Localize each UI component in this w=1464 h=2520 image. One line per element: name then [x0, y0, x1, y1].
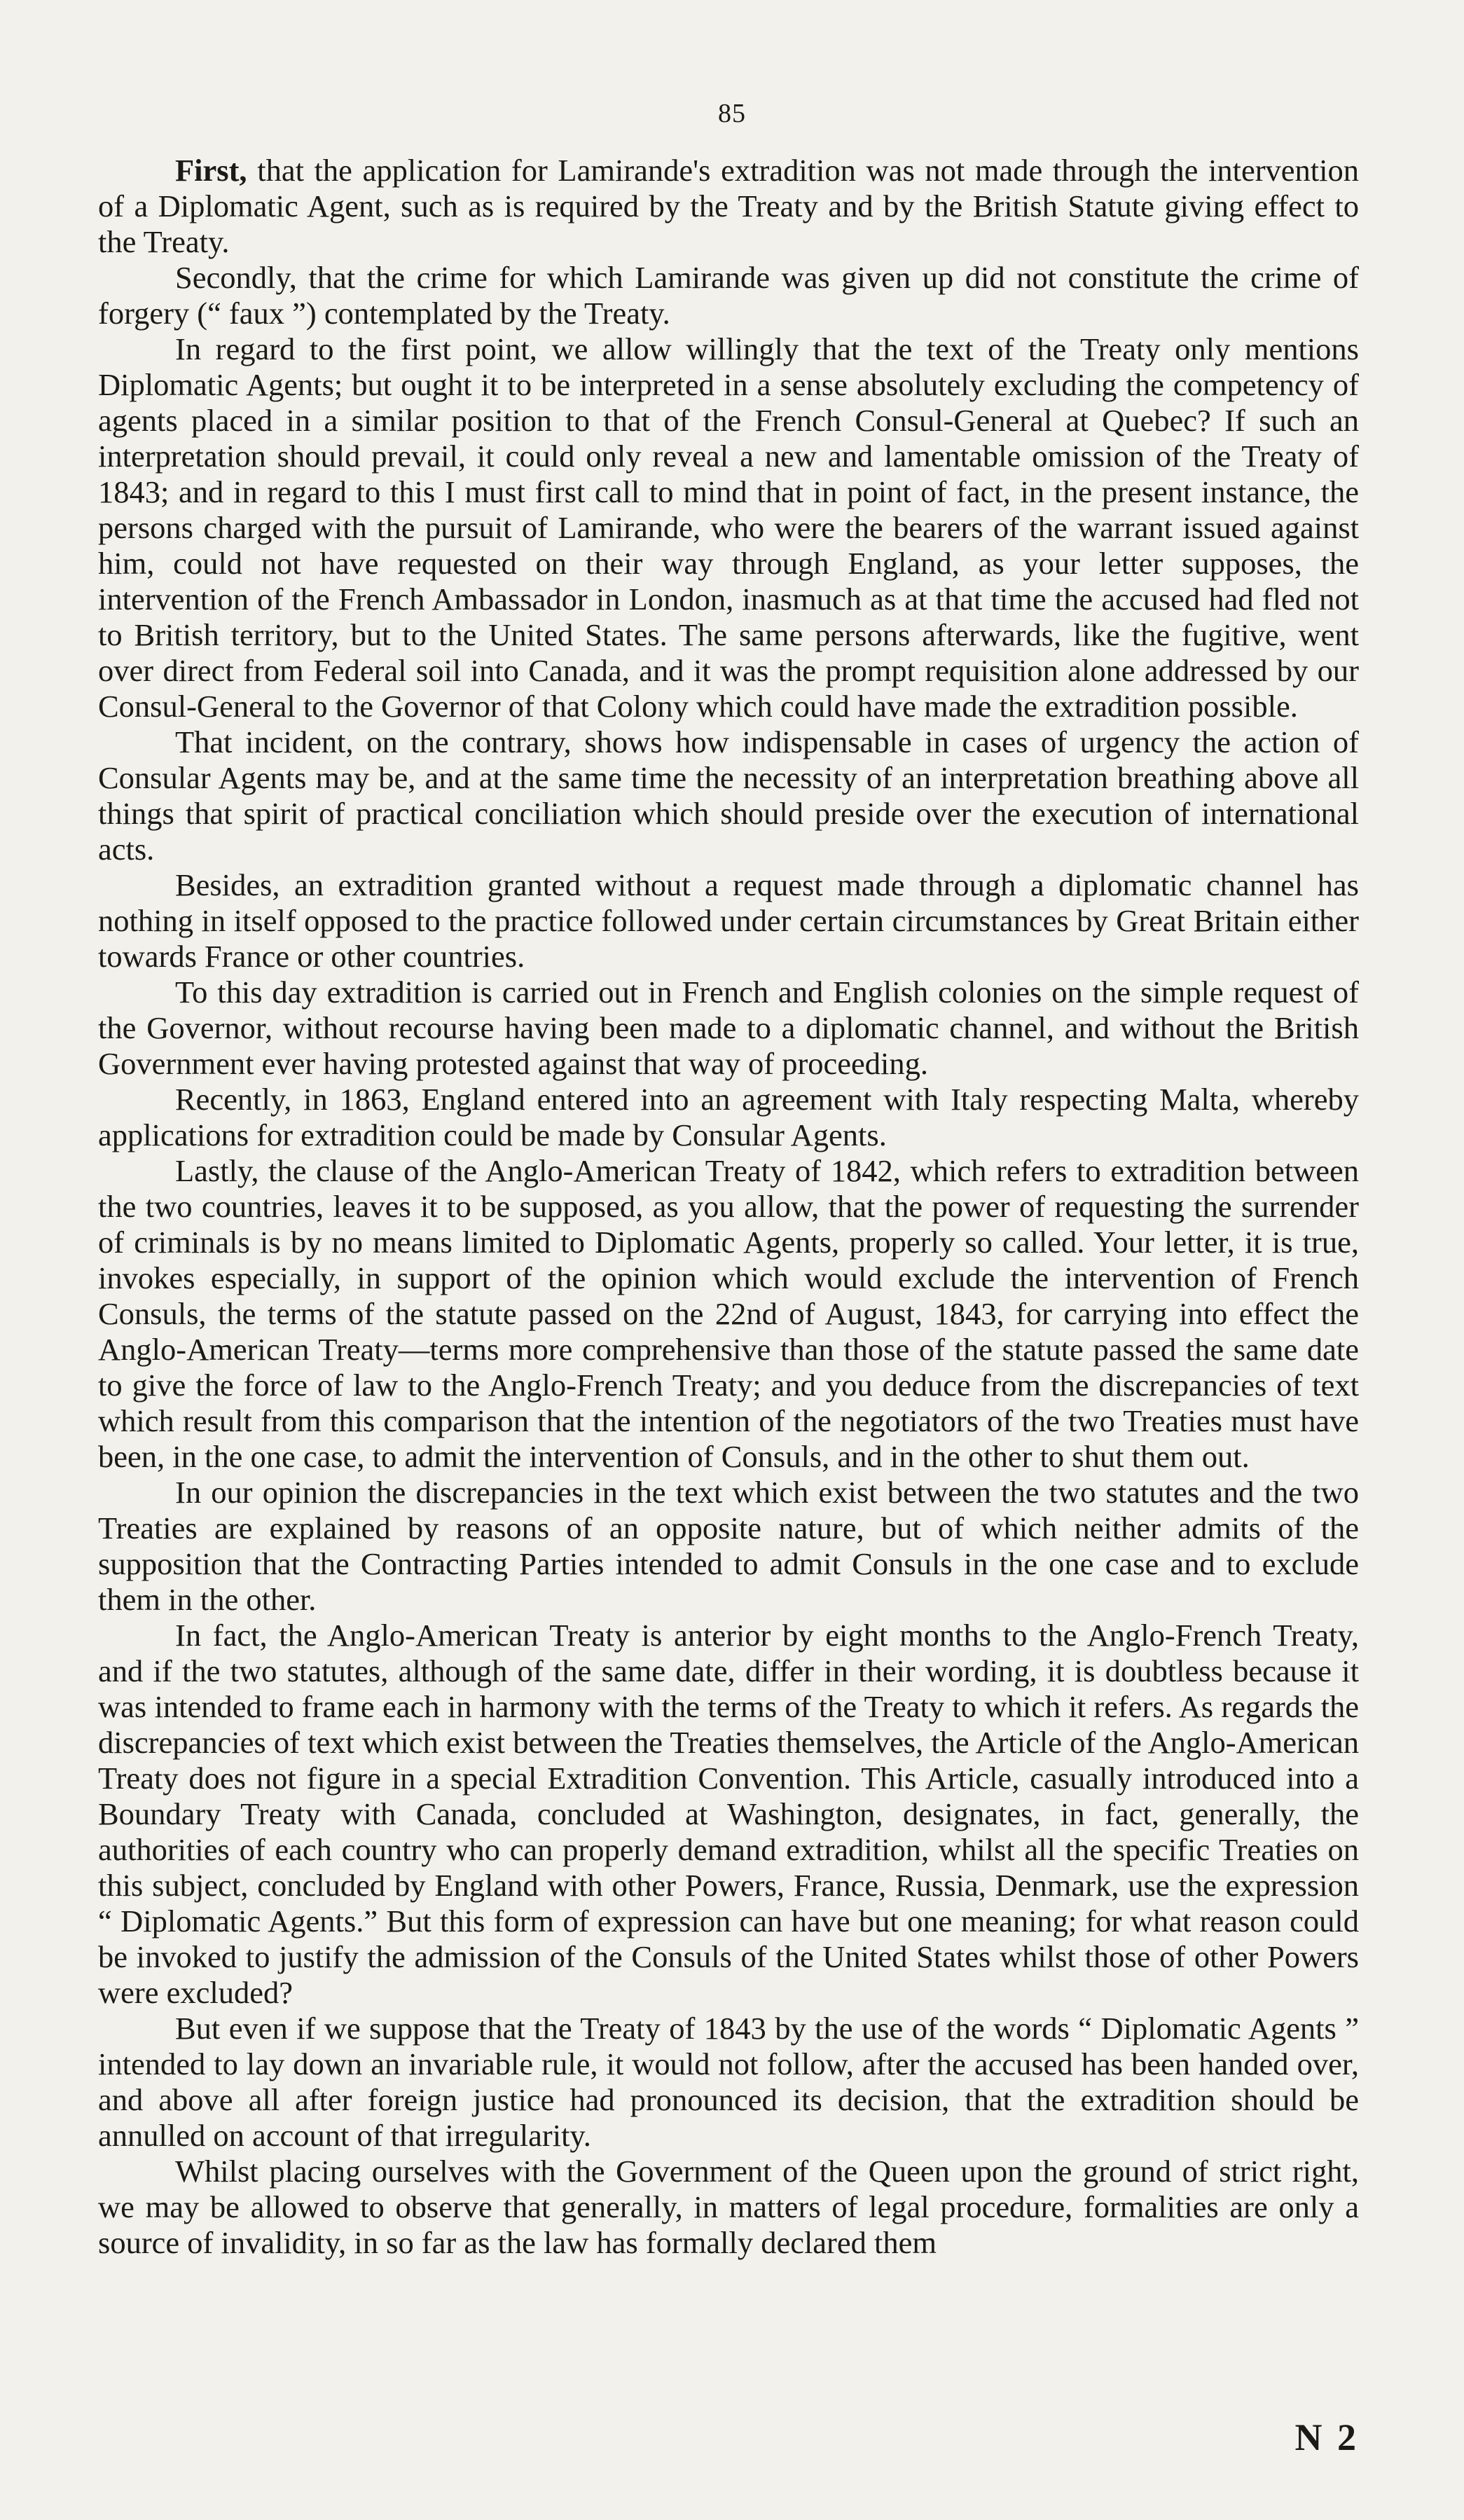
paragraph: Lastly, the clause of the Anglo-American Treaty of 1842, which refers to extradition between the two countries, leaves it to be supposed, as you allow, that the power of requesting the surrender of criminals is by no means limited to Diplomatic Agents, properly so called. Your letter, it is true, invokes especially, in support of the opinion which would exclude the intervention of French Consuls, the terms of the statute passed on the 22nd of August, 1843, for carrying into effect the Anglo-American Treaty—terms more comprehensive than those of the statute passed the same date to give the force of law to the Anglo-French Treaty; and you deduce from the discrepancies of text which result from this comparison that the intention of the negotiators of the two Treaties must have been, in the one case, to admit the intervention of Consuls, and in the other to shut them out.: [98, 1153, 1359, 1474]
paragraph: That incident, on the contrary, shows how indispensable in cases of urgency the action of Consular Agents may be, and at the same time the necessity of an interpretation breathing above all things that spirit of practical conciliation which should preside over the execution of international acts.: [98, 724, 1359, 867]
paragraph: To this day extradition is carried out in French and English colonies on the simple request of the Governor, without recourse having been made to a diplomatic channel, and without the British Government ever having protested against that way of proceeding.: [98, 975, 1359, 1081]
paragraph-text: that the application for Lamirande's extradition was not made through the intervention of a Diplomatic Agent, such as is required by the Treaty and by the British Statute giving effect to the Treaty.: [98, 153, 1359, 259]
paragraph: In our opinion the discrepancies in the text which exist between the two statutes and the two Treaties are explained by reasons of an opposite nature, but of which neither admits of the supposition that the Contracting Parties intended to admit Consuls in the one case and to exclude them in the other.: [98, 1475, 1359, 1617]
paragraph: Whilst placing ourselves with the Government of the Queen upon the ground of strict right, we may be allowed to observe that generally, in matters of legal procedure, formalities are only a source of invalidity, in so far as the law has formally declared them: [98, 2154, 1359, 2260]
paragraph: [98, 153, 1359, 260]
page-number: 85: [718, 99, 746, 128]
body-text: [98, 153, 1359, 2261]
paragraph-lead: First,: [175, 153, 247, 188]
paragraph: Recently, in 1863, England entered into an agreement with Italy respecting Malta, whereby applications for extradition could be made by Consular Agents.: [98, 1082, 1359, 1152]
paragraph: In fact, the Anglo-American Treaty is anterior by eight months to the Anglo-French Treaty, and if the two statutes, although of the same date, differ in their wording, it is doubtless because it was intended to frame each in harmony with the terms of the Treaty to which it refers. As regards the discrepancies of text which exist between the Treaties themselves, the Article of the Anglo-American Treaty does not figure in a special Extradition Convention. This Article, casually introduced into a Boundary Treaty with Canada, concluded at Washington, designates, in fact, generally, the authorities of each country who can properly demand extradition, whilst all the specific Treaties on this subject, concluded by England with other Powers, France, Russia, Denmark, use the expression “ Diplomatic Agents.” But this form of expression can have but one meaning; for what reason could be invoked to justify the admission of the Consuls of the United States whilst those of other Powers were excluded?: [98, 1618, 1359, 2010]
paragraph: Secondly, that the crime for which Lamirande was given up did not constitute the crime of forgery (“ faux ”) contemplated by the Treaty.: [98, 260, 1359, 331]
paragraph: In regard to the first point, we allow willingly that the text of the Treaty only mentions Diplomatic Agents; but ought it to be interpreted in a sense absolutely excluding the competency of agents placed in a similar position to that of the French Consul-General at Quebec? If such an interpretation should prevail, it could only reveal a new and lamentable omission of the Treaty of 1843; and in regard to this I must first call to mind that in point of fact, in the present instance, the persons charged with the pursuit of Lamirande, who were the bearers of the warrant issued against him, could not have requested on their way through England, as your letter supposes, the intervention of the French Ambassador in London, inasmuch as at that time the accused had fled not to British territory, but to the United States. The same persons afterwards, like the fugitive, went over direct from Federal soil into Canada, and it was the prompt requisition alone addressed by our Consul-General to the Governor of that Colony which could have made the extradition possible.: [98, 331, 1359, 724]
paragraph: But even if we suppose that the Treaty of 1843 by the use of the words “ Diplomatic Agents ” intended to lay down an invariable rule, it would not follow, after the accused has been handed over, and above all after foreign justice had pronounced its decision, that the extradition should be annulled on account of that irregularity.: [98, 2011, 1359, 2153]
paragraph: Besides, an extradition granted without a request made through a diplomatic channel has nothing in itself opposed to the practice followed under certain circumstances by Great Britain either towards France or other countries.: [98, 867, 1359, 974]
signature-mark: N 2: [1294, 2416, 1359, 2458]
